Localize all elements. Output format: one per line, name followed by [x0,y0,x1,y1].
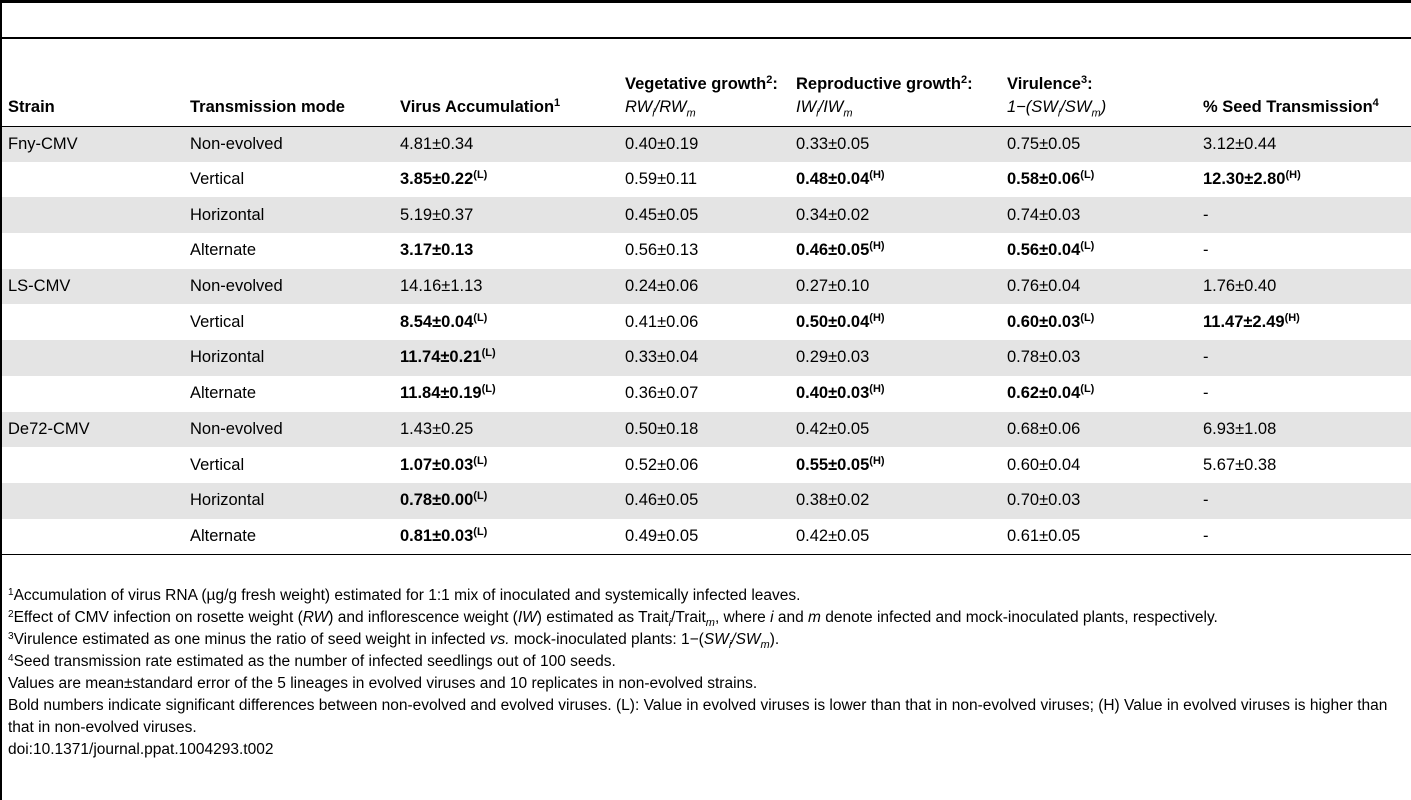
cell-value: - [1203,491,1209,510]
cell-vir [1001,233,1197,269]
cell-value: 3.85±0.22 [400,170,474,189]
cell-value: 0.55±0.05 [796,455,870,474]
table-header-top-rule [2,37,1411,39]
cell-value: 0.59±0.11 [625,170,698,189]
cell-accum [394,233,619,269]
bold-note: Bold numbers indicate significant differences between non-evolved and evolved viruses. (L): Value in evolved viruses is lower than that in non-evolved viruses; (H) Value in evolved viruses is higher than that in non-evolved viruses. [8,697,1388,736]
cell-transmission-mode: Vertical [190,455,245,474]
significance-flag: (L) [1080,240,1095,253]
cell-seed [1197,162,1411,198]
cell-value: 3.17±0.13 [400,241,474,260]
cell-value: 0.49±0.05 [625,526,699,545]
cell-repro [790,447,1001,483]
significance-flag: (L) [1080,383,1095,396]
cell-seed [1197,197,1411,233]
table-row [2,483,1411,519]
significance-flag: (H) [869,240,885,253]
cell-strain: LS-CMV [2,269,184,305]
cell-repro [790,483,1001,519]
cell-strain: Fny-CMV [2,126,184,162]
significance-flag: (H) [869,311,885,324]
cell-value: 0.75±0.05 [1007,134,1081,153]
cell-value: 0.68±0.06 [1007,419,1081,438]
cell-value: 5.67±0.38 [1203,455,1277,474]
cell-value: 0.46±0.05 [796,241,870,260]
cell-seed [1197,483,1411,519]
cell-value: 0.78±0.03 [1007,348,1081,367]
cell-veg [619,233,790,269]
cell-veg [619,447,790,483]
cell-repro [790,197,1001,233]
cell-value: 0.29±0.03 [796,348,870,367]
cell-value: 0.40±0.03 [796,384,870,403]
cell-strain [2,483,184,519]
cell-transmission-mode: Alternate [184,519,394,555]
significance-flag: (L) [473,490,488,503]
cell-veg [619,304,790,340]
significance-flag: (H) [1284,311,1300,324]
cell-value: 4.81±0.34 [400,134,474,153]
col-header-virulence: Virulence$^3$: $1-(SW_i/SW_m)$ [1001,41,1197,126]
footnote-3: $^3$Virulence estimated as one minus the ratio of seed weight in infected vs. mock-inoculated plants: $1-(SW_i/SW_m)$. [8,631,780,652]
cell-repro [790,340,1001,376]
significance-flag: (H) [869,454,885,467]
table-row [2,304,1411,340]
cell-vir [1001,340,1197,376]
cell-value: 0.62±0.04 [1007,384,1081,403]
significance-flag: (L) [473,311,488,324]
cell-value: 0.61±0.05 [1007,526,1081,545]
cell-accum [394,447,619,483]
cell-accum [394,162,619,198]
cell-value: 12.30±2.80 [1203,170,1286,189]
cell-value: 5.19±0.37 [400,205,474,224]
cell-value: 0.52±0.06 [625,455,699,474]
table-row [2,519,1411,555]
cell-value: 0.48±0.04 [796,170,870,189]
cell-value: 0.56±0.13 [625,241,699,260]
cell-value: 11.74±0.21 [400,348,482,367]
significance-flag: (L) [481,383,496,396]
significance-flag: (L) [473,525,488,538]
cell-value: 0.58±0.06 [1007,170,1081,189]
col-header-strain: Strain [2,41,184,126]
cell-value: 0.60±0.04 [1007,455,1081,474]
cell-vir [1001,126,1197,162]
cell-value: 0.46±0.05 [625,491,699,510]
cell-value: 0.40±0.19 [625,134,699,153]
cell-value: - [1203,526,1209,545]
cell-seed [1197,412,1411,448]
cell-value: 0.42±0.05 [796,526,870,545]
cell-value: 0.81±0.03 [400,526,474,545]
cell-veg [619,376,790,412]
cell-veg [619,519,790,555]
table-row [2,376,1411,412]
cell-strain [2,447,184,483]
cell-value: 0.36±0.07 [625,384,699,403]
cell-seed [1197,376,1411,412]
cell-strain [2,233,184,269]
col-header-transmission-mode: Transmission mode [184,41,394,126]
cell-repro [790,269,1001,305]
cell-repro [790,376,1001,412]
cell-value: 0.60±0.03 [1007,312,1081,331]
cell-value: 1.76±0.40 [1203,277,1277,296]
cell-seed [1197,340,1411,376]
cell-accum [394,304,619,340]
cell-transmission-mode: Alternate [190,384,257,403]
cell-value: 3.12±0.44 [1203,134,1277,153]
cell-transmission-mode: Horizontal [184,340,394,376]
cell-value: - [1203,241,1209,260]
cell-value: 0.70±0.03 [1007,491,1081,510]
cell-transmission-mode: Vertical [190,170,245,189]
cell-vir [1001,304,1197,340]
significance-flag: (L) [1080,169,1095,182]
cell-veg [619,412,790,448]
cell-value: 0.45±0.05 [625,205,699,224]
cell-transmission-mode: Alternate [190,241,257,260]
values-note: Values are mean±standard error of the 5 lineages in evolved viruses and 10 replicates in non-evolved strains. [8,675,758,692]
cell-strain [2,304,184,340]
cell-transmission-mode: Non-evolved [184,269,394,305]
cell-transmission-mode: Vertical [190,312,245,331]
table-row [2,447,1411,483]
cell-veg [619,269,790,305]
significance-flag: (H) [869,169,885,182]
cell-transmission-mode: Horizontal [184,197,394,233]
table-header-row [2,41,1411,126]
cell-value: 0.78±0.00 [400,491,474,510]
significance-flag: (H) [1285,169,1301,182]
doi-link[interactable]: doi:10.1371/journal.ppat.1004293.t002 [8,741,274,758]
significance-flag: (L) [473,454,488,467]
table-frame-top-rule [0,0,1411,3]
cell-accum [394,197,619,233]
cell-vir [1001,269,1197,305]
cell-value: 0.50±0.18 [625,419,699,438]
cell-vir [1001,162,1197,198]
cell-value: 11.47±2.49 [1203,312,1285,331]
cell-veg [619,340,790,376]
cell-value: 0.34±0.02 [796,205,870,224]
cell-seed [1197,269,1411,305]
cell-value: 0.41±0.06 [625,312,699,331]
cell-veg [619,126,790,162]
cell-strain [2,340,184,376]
cell-transmission-mode: Non-evolved [184,412,394,448]
cell-value: 11.84±0.19 [400,384,482,403]
significance-flag: (L) [473,169,488,182]
cell-value: 0.33±0.04 [625,348,699,367]
significance-flag: (H) [869,383,885,396]
cell-value: 8.54±0.04 [400,312,474,331]
cell-value: 6.93±1.08 [1203,419,1277,438]
cell-repro [790,126,1001,162]
cell-value: 0.33±0.05 [796,134,870,153]
table-row [2,233,1411,269]
cell-value: 0.24±0.06 [625,277,699,296]
col-header-virus-accumulation: Virus Accumulation$^1$ [394,41,619,126]
cell-accum [394,126,619,162]
significance-flag: (L) [1080,311,1095,324]
cell-value: - [1203,384,1209,403]
cell-vir [1001,412,1197,448]
cell-strain [2,197,184,233]
cell-transmission-mode: Horizontal [184,483,394,519]
footnote-2: $^2$Effect of CMV infection on rosette weight (RW) and inflorescence weight (IW) estimated as Trait$_i$/Trait$_m$, where i and m denote infected and mock-inoculated plants, respectively. [8,609,1218,630]
cell-strain [2,519,184,555]
cell-seed [1197,447,1411,483]
table-row [2,269,1411,305]
cell-value: 1.43±0.25 [400,419,474,438]
cell-value: 0.76±0.04 [1007,277,1081,296]
cell-value: 1.07±0.03 [400,455,474,474]
cell-vir [1001,376,1197,412]
cell-veg [619,483,790,519]
cell-value: 14.16±1.13 [400,277,483,296]
cell-strain [2,376,184,412]
cell-value: - [1203,205,1209,224]
table-row [2,340,1411,376]
cell-value: 0.50±0.04 [796,312,870,331]
cell-value: 0.42±0.05 [796,419,870,438]
col-header-vegetative-growth: Vegetative growth$^2$: $RW_i/RW_m$ [619,41,790,126]
cell-seed [1197,233,1411,269]
cell-vir [1001,519,1197,555]
veg-formula: $RW_i/RW_m$ [625,97,696,119]
repro-formula: $IW_i/IW_m$ [796,97,853,119]
footnote-4: $^4$Seed transmission rate estimated as the number of infected seedlings out of 100 seeds. [8,653,616,670]
cell-transmission-mode: Non-evolved [184,126,394,162]
cell-strain: De72-CMV [2,412,184,448]
cell-vir [1001,447,1197,483]
cell-repro [790,304,1001,340]
cell-repro [790,162,1001,198]
table-row [2,412,1411,448]
virulence-formula: $1-(SW_i/SW_m)$ [1007,97,1107,119]
cell-value: 0.74±0.03 [1007,205,1081,224]
cell-veg [619,197,790,233]
cell-repro [790,519,1001,555]
table-row [2,197,1411,233]
cell-accum [394,269,619,305]
results-table [2,41,1411,555]
cell-veg [619,162,790,198]
cell-accum [394,340,619,376]
cell-seed [1197,126,1411,162]
cell-vir [1001,197,1197,233]
col-header-reproductive-growth: Reproductive growth$^2$: $IW_i/IW_m$ [790,41,1001,126]
cell-value: - [1203,348,1209,367]
cell-repro [790,233,1001,269]
cell-strain [2,162,184,198]
cell-value: 0.56±0.04 [1007,241,1081,260]
footnote-1: $^1$Accumulation of virus RNA (µg/g fresh weight) estimated for 1:1 mix of inoculated and systemically infected leaves. [8,587,801,604]
cell-value: 0.38±0.02 [796,491,870,510]
col-header-seed-transmission: % Seed Transmission$^4$ [1197,41,1411,126]
cell-repro [790,412,1001,448]
cell-accum [394,412,619,448]
table-row [2,162,1411,198]
cell-accum [394,519,619,555]
cell-vir [1001,483,1197,519]
table-footnotes [8,585,1408,761]
significance-flag: (L) [481,347,496,360]
cell-seed [1197,304,1411,340]
cell-value: 0.27±0.10 [796,277,870,296]
cell-seed [1197,519,1411,555]
cell-accum [394,376,619,412]
cell-accum [394,483,619,519]
table-row [2,126,1411,162]
